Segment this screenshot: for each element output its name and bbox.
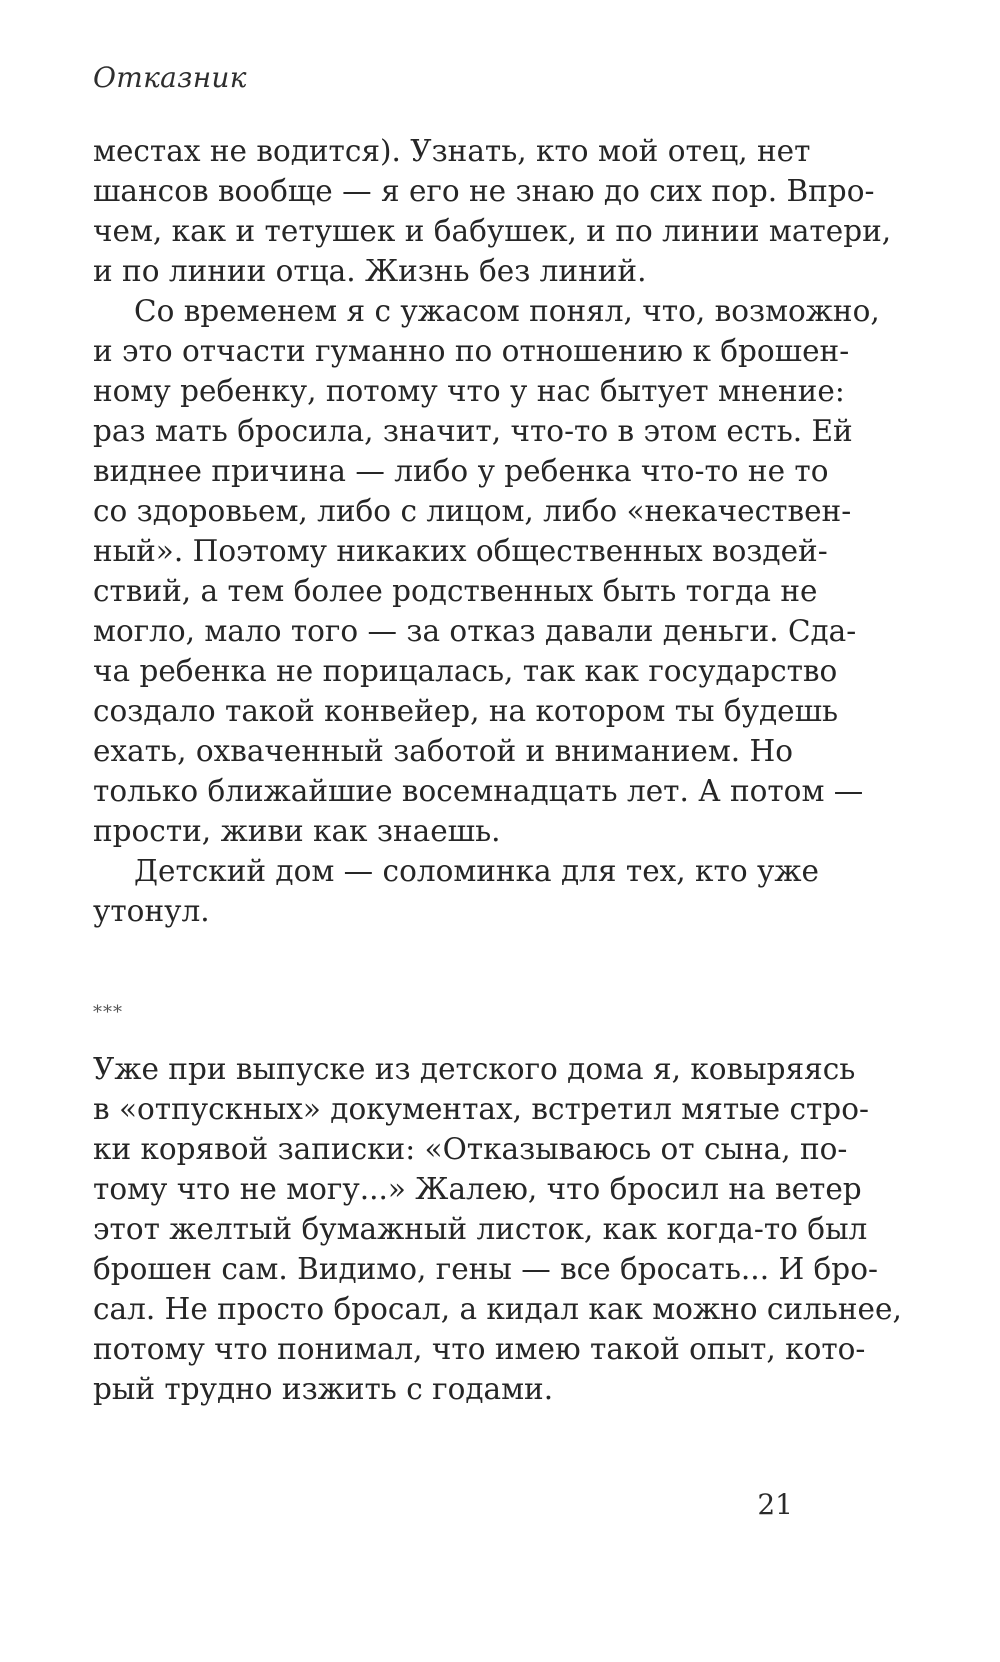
text-line: потому что понимал, что имею такой опыт, кото- — [93, 1332, 866, 1366]
text-line: утонул. — [93, 894, 210, 928]
text-line: тому что не могу...» Жалею, что бросил на ветер — [93, 1172, 862, 1206]
text-line: Со временем я с ужасом понял, что, возможно, — [134, 294, 880, 328]
text-line: только ближайшие восемнадцать лет. А потом — — [93, 774, 864, 808]
text-line: ный». Поэтому никаких общественных воздей- — [93, 534, 828, 568]
text-line: и это отчасти гуманно по отношению к брошен- — [93, 334, 850, 368]
text-line: ки корявой записки: «Отказываюсь от сына, по- — [93, 1132, 848, 1166]
text-line: ехать, охваченный заботой и вниманием. Но — [93, 734, 794, 768]
text-line: в «отпускных» документах, встретил мятые стро- — [93, 1092, 869, 1126]
page-number: 21 — [757, 1488, 793, 1521]
running-head: Отказник — [93, 61, 247, 94]
text-line: раз мать бросила, значит, что-то в этом есть. Ей — [93, 414, 853, 448]
text-line: этот желтый бумажный листок, как когда-то был — [93, 1212, 868, 1246]
text-line: ному ребенку, потому что у нас бытует мнение: — [93, 374, 845, 408]
text-line: и по линии отца. Жизнь без линий. — [93, 254, 647, 288]
text-line: шансов вообще — я его не знаю до сих пор. Впро- — [93, 174, 875, 208]
text-line: виднее причина — либо у ребенка что-то не то — [93, 454, 829, 488]
text-line: создало такой конвейер, на котором ты будешь — [93, 694, 839, 728]
text-line: Детский дом — соломинка для тех, кто уже — [134, 854, 819, 888]
text-line: ствий, а тем более родственных быть тогда не — [93, 574, 818, 608]
section-separator: *** — [93, 1002, 123, 1023]
text-line: со здоровьем, либо с лицом, либо «некачествен- — [93, 494, 852, 528]
text-line: ча ребенка не порицалась, так как государство — [93, 654, 838, 688]
text-line: могло, мало того — за отказ давали деньги. Сда- — [93, 614, 857, 648]
text-line: брошен сам. Видимо, гены — все бросать... И бро- — [93, 1252, 878, 1286]
text-line: рый трудно изжить с годами. — [93, 1372, 554, 1406]
text-line: местах не водится). Узнать, кто мой отец, нет — [93, 134, 811, 168]
text-line: чем, как и тетушек и бабушек, и по линии матери, — [93, 214, 892, 248]
text-line: прости, живи как знаешь. — [93, 814, 501, 848]
text-line: Уже при выпуске из детского дома я, ковыряясь — [93, 1052, 856, 1086]
text-line: сал. Не просто бросал, а кидал как можно сильнее, — [93, 1292, 902, 1326]
